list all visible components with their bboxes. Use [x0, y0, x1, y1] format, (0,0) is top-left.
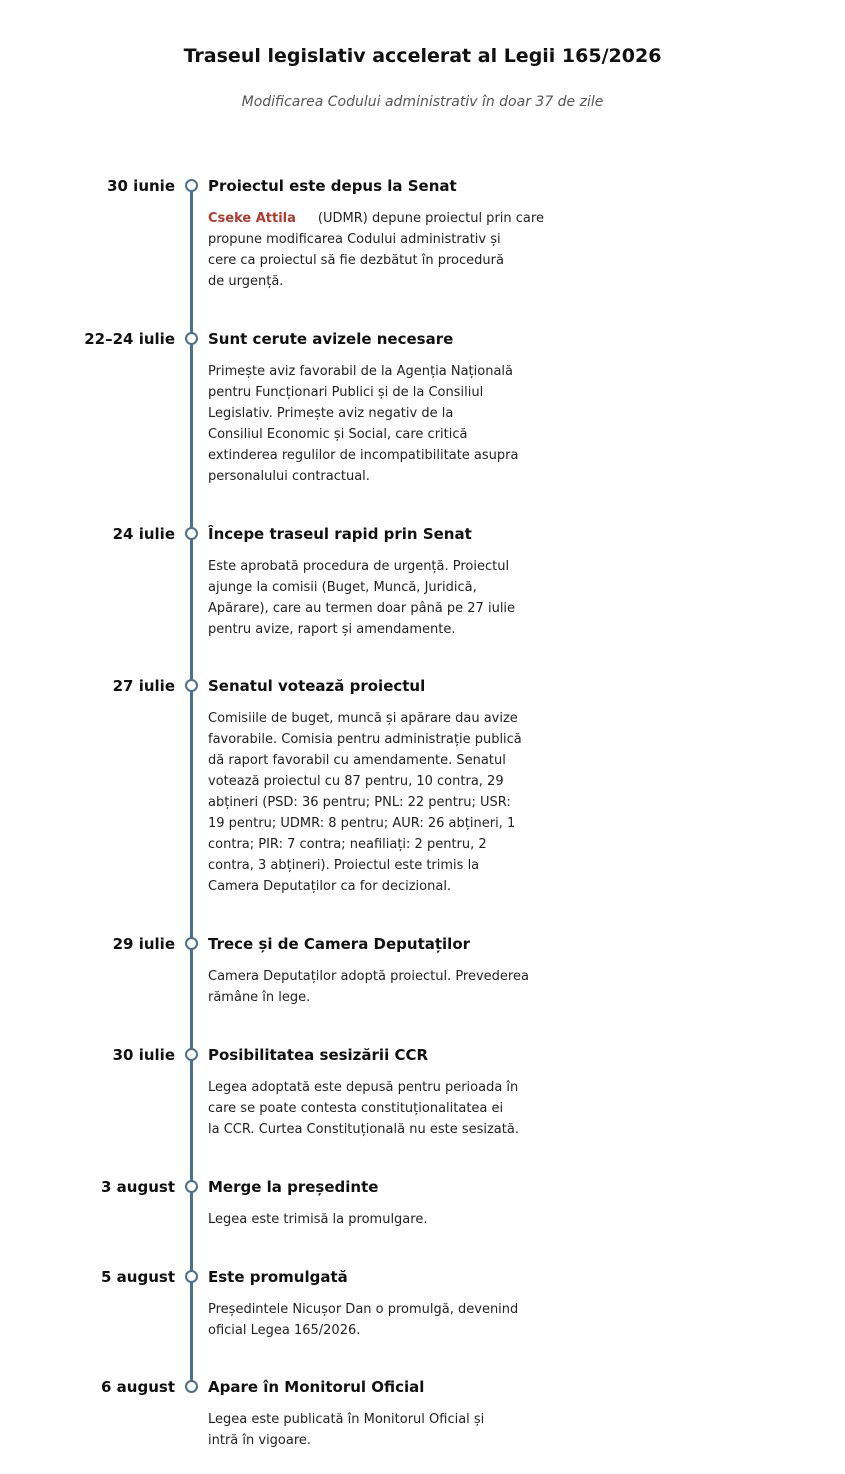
description-line: pentru Funcționari Publici și de la Consiliul — [208, 385, 484, 400]
event-title: Trece și de Camera Deputaților — [208, 935, 471, 953]
description-line: intră în vigoare. — [208, 1433, 312, 1448]
description-line: ajunge la comisii (Buget, Muncă, Juridică, — [208, 580, 477, 595]
description-line: Consiliul Economic și Social, care critică — [208, 427, 468, 442]
description-line: la CCR. Curtea Constituțională nu este sesizată. — [208, 1122, 519, 1137]
event-date: 5 august — [101, 1268, 175, 1286]
timeline-marker-icon — [185, 1380, 198, 1393]
description-line: 19 pentru; UDMR: 8 pentru; AUR: 26 abțineri, 1 — [208, 816, 516, 831]
event-description — [208, 1077, 568, 1140]
description-line: abțineri (PSD: 36 pentru; PNL: 22 pentru; USR: — [208, 795, 511, 810]
description-line: Comisiile de buget, muncă și apărare dau avize — [208, 711, 518, 726]
highlighted-person: Cseke Attila — [208, 211, 296, 226]
event-description — [208, 1209, 568, 1230]
timeline-marker-icon — [185, 179, 198, 192]
timeline-marker-icon — [185, 937, 198, 950]
description-line: votează proiectul cu 87 pentru, 10 contra, 29 — [208, 774, 504, 789]
description-line: Legislativ. Primește aviz negativ de la — [208, 406, 454, 421]
event-title: Posibilitatea sesizării CCR — [208, 1046, 429, 1064]
event-description — [208, 708, 568, 897]
event-title: Senatul votează proiectul — [208, 677, 426, 695]
event-title: Proiectul este depus la Senat — [208, 177, 457, 195]
description-line: Legea este publicată în Monitorul Oficial și — [208, 1412, 485, 1427]
description-line: Apărare), care au termen doar până pe 27 iulie — [208, 601, 516, 616]
description-line: pentru avize, raport și amendamente. — [208, 622, 456, 637]
description-line: cere ca proiectul să fie dezbătut în procedură — [208, 253, 504, 268]
event-description — [208, 1409, 568, 1451]
description-line: Legea adoptată este depusă pentru perioada în — [208, 1080, 519, 1095]
description-line: de urgență. — [208, 274, 284, 289]
description-line: Camera Deputaților adoptă proiectul. Prevederea — [208, 969, 529, 984]
timeline-marker-icon — [185, 1048, 198, 1061]
event-description — [208, 361, 568, 487]
description-line: care se poate contesta constituționalitatea ei — [208, 1101, 504, 1116]
description-line: propune modificarea Codului administrativ și — [208, 232, 501, 247]
event-date: 29 iulie — [112, 935, 175, 953]
timeline-marker-icon — [185, 1270, 198, 1283]
description-line: personalului contractual. — [208, 469, 370, 484]
event-title: Este promulgată — [208, 1268, 348, 1286]
event-title: Sunt cerute avizele necesare — [208, 330, 454, 348]
event-description — [208, 1299, 568, 1341]
description-line: Este aprobată procedura de urgență. Proiectul — [208, 559, 510, 574]
description-line: extinderea regulilor de incompatibilitate asupra — [208, 448, 519, 463]
page-subtitle: Modificarea Codului administrativ în doar 37 de zile — [241, 94, 604, 110]
event-date: 30 iulie — [112, 1046, 175, 1064]
event-date: 24 iulie — [112, 525, 175, 543]
timeline-marker-icon — [185, 332, 198, 345]
description-line: Președintele Nicușor Dan o promulgă, devenind — [208, 1302, 519, 1317]
event-date: 6 august — [101, 1378, 175, 1396]
timeline-marker-icon — [185, 1180, 198, 1193]
event-date: 22–24 iulie — [84, 330, 175, 348]
event-description — [208, 208, 568, 292]
description-line: contra, 3 abțineri). Proiectul este trimis la — [208, 858, 480, 873]
event-date: 3 august — [101, 1178, 175, 1196]
timeline-marker-icon — [185, 527, 198, 540]
timeline-marker-icon — [185, 679, 198, 692]
event-description — [208, 556, 568, 640]
description-line: favorabile. Comisia pentru administrație publică — [208, 732, 522, 747]
event-title: Începe traseul rapid prin Senat — [208, 525, 472, 543]
description-line: Cseke Attila (UDMR) depune proiectul prin care — [208, 211, 544, 226]
description-line: rămâne în lege. — [208, 990, 311, 1005]
description-line: Camera Deputaților ca for decizional. — [208, 879, 452, 894]
event-title: Merge la președinte — [208, 1178, 379, 1196]
event-description — [208, 966, 568, 1008]
timeline-axis — [190, 186, 193, 1387]
page-title: Traseul legislativ accelerat al Legii 165/2026 — [183, 45, 662, 67]
event-title: Apare în Monitorul Oficial — [208, 1378, 425, 1396]
description-line: Legea este trimisă la promulgare. — [208, 1212, 428, 1227]
event-date: 30 iunie — [107, 177, 175, 195]
description-line: contra; PIR: 7 contra; neafiliați: 2 pentru, 2 — [208, 837, 487, 852]
description-line: dă raport favorabil cu amendamente. Senatul — [208, 753, 506, 768]
description-line: oficial Legea 165/2026. — [208, 1323, 361, 1338]
description-line: Primește aviz favorabil de la Agenția Națională — [208, 364, 513, 379]
event-date: 27 iulie — [112, 677, 175, 695]
